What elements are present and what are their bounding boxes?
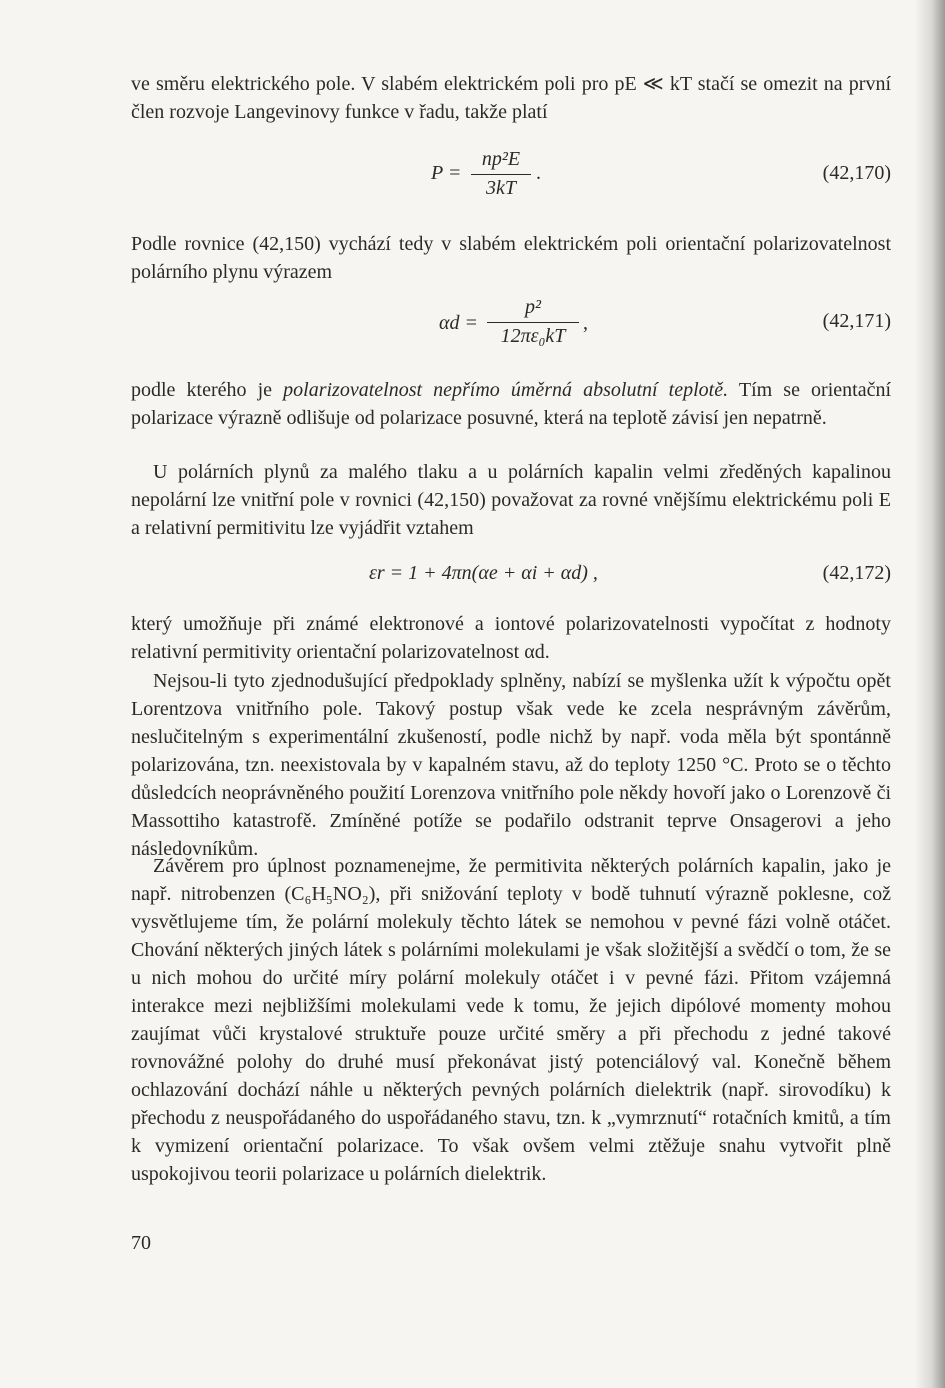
eq172-label: (42,172) [822,562,891,584]
page-number: 70 [131,1232,151,1254]
paragraph-3 [131,376,891,432]
paragraph-6: Nejsou-li tyto zjednodušující předpoklady splněny, nabízí se myšlenka užít k výpočtu opět Lorentzova vnitřního pole. Takový postup však vede ke zcela nesprávným závěrům, neslučitelným s experimentální zkušeností, podle nichž by např. voda měla být spontánně polarizována, tzn. neexistovala by v kapalném stavu, až do teploty 1250 °C. Proto se o těchto důsledcích neoprávněného použití Lorenzova vnitřního pole někdy hovoří jako o Lorenzově či Massottiho katastrofě. Zmíněné potíže se podařilo odstranit teprve Onsagerovi a jeho následovníkům. [131,670,891,860]
eq170-lhs: P = [431,162,462,184]
equation-42-170 [131,148,891,212]
eq170-label: (42,170) [822,162,891,184]
paragraph-7: Závěrem pro úplnost poznamenejme, že permitivita některých polárních kapalin, jako je např. nitrobenzen (C₆H₅NO₂), při snižování teploty v bodě tuhnutí výrazně poklesne, což vysvětlujeme tím, že polární molekuly těchto látek se nemohou v pevné fázi volně otáčet. Chování některých jiných látek s polárními molekulami je však složitější a svědčí o tom, že se u nich mohou do určité míry polární molekuly otáčet i v pevné fázi. Přitom vzájemná interakce mezi nejbližšími molekulami vede k tomu, že jejich dipólové momenty mohou zaujímat vůči krystalové struktuře pouze určité směry a při přechodu z jedné takové rovnovážné polohy do druhé musí překonávat jistý potenciálový val. Konečně během ochlazování dochází náhle u některých pevných polárních dielektrik (např. sirovodíku) k přechodu z neuspořádaného do uspořádaného stavu, tzn. k „vymrznutí“ rotačních kmitů, a tím k vymizení orientační polarizace. To však ovšem velmi ztěžuje snahu vytvořit plně uspokojivou teorii polarizace u polárních dielektrik. [131,855,891,1185]
paragraph-2: Podle rovnice (42,150) vychází tedy v slabém elektrickém poli orientační polarizovatelnost polárního plynu výrazem [131,233,891,283]
equation-42-171 [131,296,891,360]
eq172-expression: εr = 1 + 4πn(αe + αi + αd) , [369,562,598,584]
eq170-numerator: np²E [481,148,521,170]
paragraph-5: který umožňuje při známé elektronové a iontové polarizovatelnosti vypočítat z hodnoty relativní permitivity orientační polarizovatelnost αd. [131,613,891,663]
eq171-tail: , [583,312,588,334]
paragraph-3-start: podle kterého je [131,379,284,401]
eq170-tail: . [536,162,541,184]
paragraph-3-emphasis: polarizovatelnost nepřímo úměrná absolutní teplotě. [283,379,729,401]
eq170-denominator: 3kT [486,177,516,199]
eq171-denominator: 12πε₀kT [500,325,566,347]
page-edge-shadow [915,0,945,1388]
equation-42-172 [131,562,891,594]
eq171-fraction [487,296,579,348]
eq171-lhs: αd = [439,312,478,334]
paragraph-1: ve směru elektrického pole. V slabém elektrickém poli pro pE ≪ kT stačí se omezit na první člen rozvoje Langevinovy funkce v řadu, takže platí [131,73,891,123]
eq171-numerator: p² [525,296,541,318]
paragraph-4: U polárních plynů za malého tlaku a u polárních kapalin velmi zředěných kapalinou nepolární lze vnitřní pole v rovnici (42,150) považovat za rovné vnějšímu elektrickému poli E a relativní permitivitu lze vyjádřit vztahem [131,461,891,539]
paragraph-3-end: Tím se orientační polarizace výrazně odlišuje od polarizace posuvné, která na teplotě závisí jen nepatrně. [131,379,892,429]
eq171-label: (42,171) [822,310,891,332]
eq170-fraction [471,148,531,200]
